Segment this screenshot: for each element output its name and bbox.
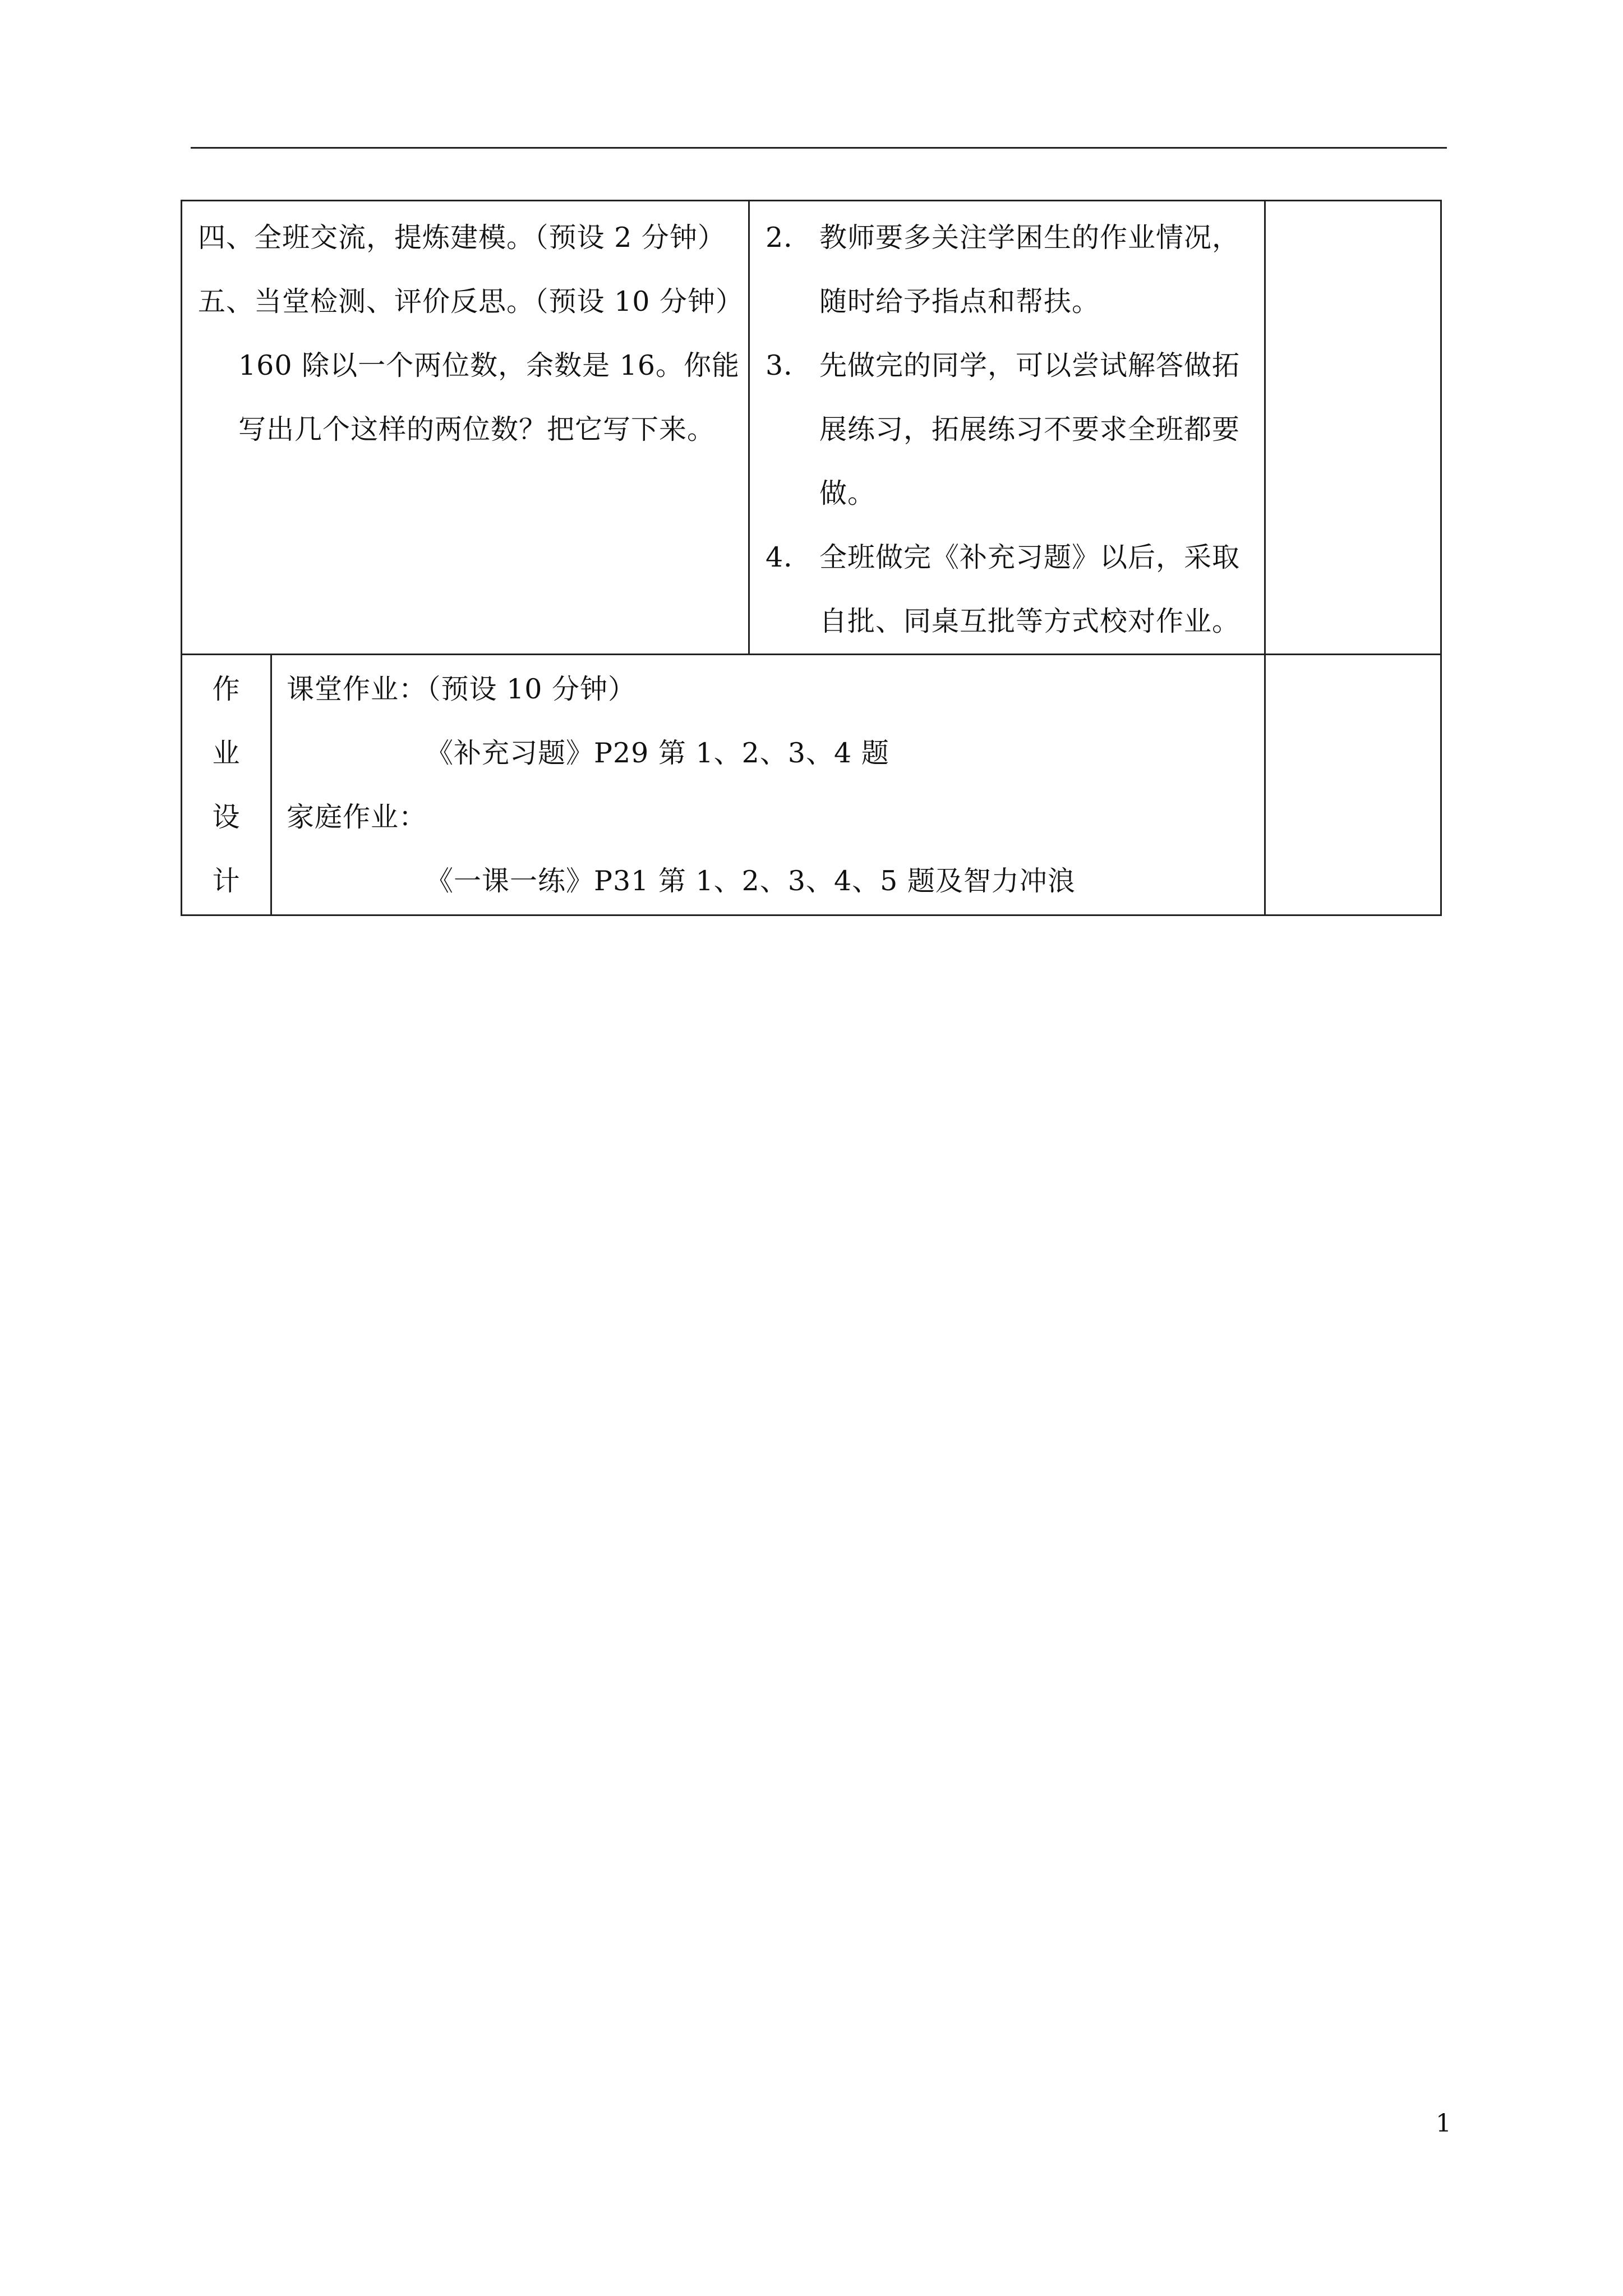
step-four-line: 四、全班交流，提炼建模。（预设 2 分钟） [198,222,726,254]
homework-label-char: 计 [212,865,241,897]
homework-label-char: 设 [212,801,241,833]
note-3-cont: 展练习，拓展练习不要求全班都要 [819,413,1241,445]
lesson-plan-table [181,200,1442,916]
note-4: 4． 全班做完《补充习题》以后，采取 [766,541,1241,573]
homework-item: 《一课一练》P31 第 1、2、3、4、5 题及智力冲浪 [426,865,1076,897]
homework-row [182,655,1441,915]
page-number: 1 [1436,2109,1451,2138]
note-3: 3． 先做完的同学，可以尝试解答做拓 [766,349,1241,381]
homework-label-char: 作 [212,673,241,705]
homework-content-cell [271,655,1265,915]
note-3-cont-2: 做。 [819,477,876,509]
homework-heading: 家庭作业： [287,801,427,833]
activity-cell [182,201,749,655]
homework-label-char: 业 [212,737,241,769]
empty-cell-bottom [1265,655,1441,915]
note-4-cont: 自批、同桌互批等方式校对作业。 [819,605,1241,637]
note-2-cont: 随时给予指点和帮扶。 [819,286,1100,318]
empty-cell-top [1265,201,1441,655]
step-five-line: 五、当堂检测、评价反思。（预设 10 分钟） [198,286,744,318]
notes-cell [749,201,1265,655]
homework-label-cell [182,655,271,915]
exercise-line-1: 160 除以一个两位数，余数是 16。你能 [238,349,740,381]
header-rule [191,147,1447,149]
classwork-item: 《补充习题》P29 第 1、2、3、4 题 [426,737,889,769]
exercise-line-2: 写出几个这样的两位数？把它写下来。 [238,413,716,445]
classwork-heading: 课堂作业：（预设 10 分钟） [287,673,637,705]
activity-row [182,201,1441,655]
note-2: 2． 教师要多关注学困生的作业情况， [766,222,1241,254]
